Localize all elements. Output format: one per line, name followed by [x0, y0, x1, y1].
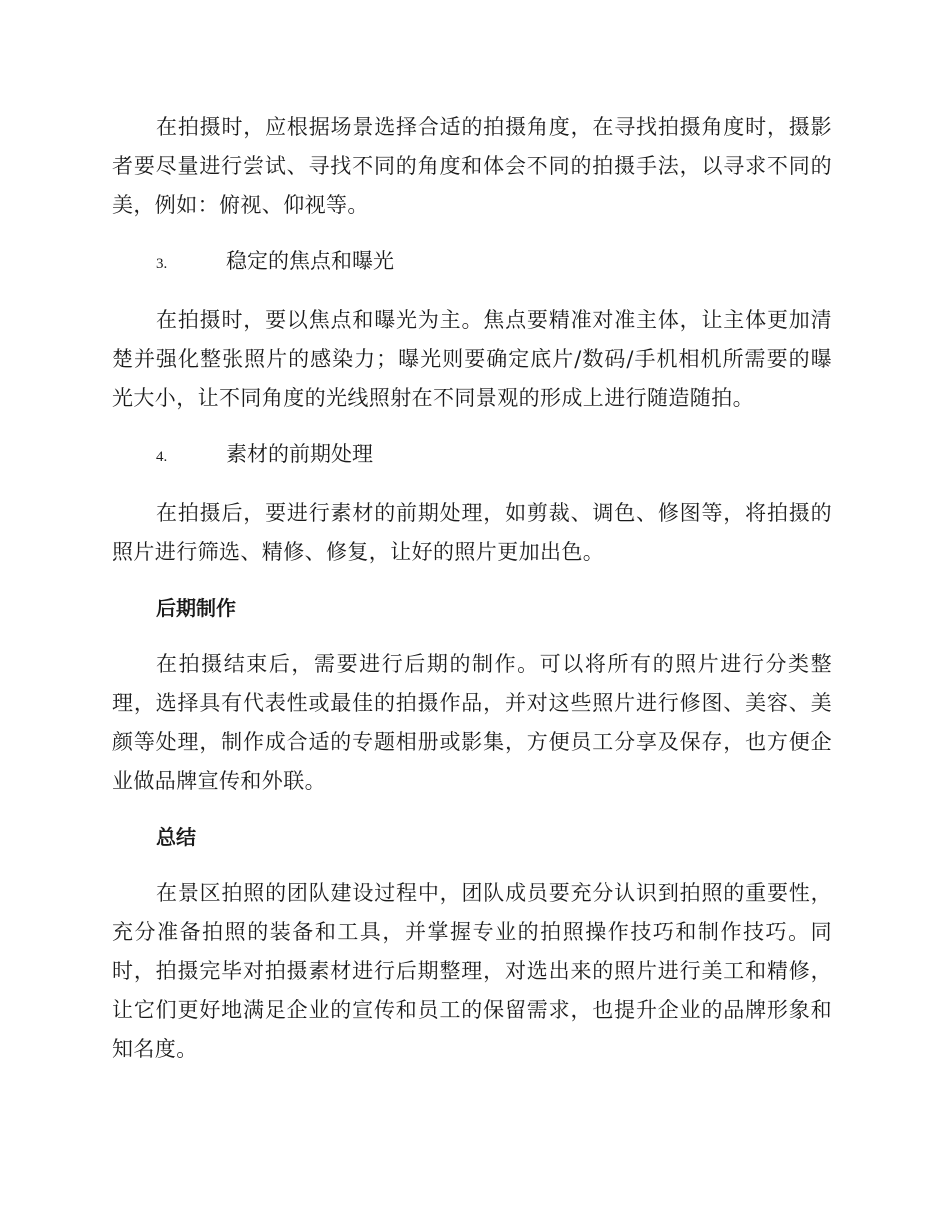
- paragraph-preprocessing: 在拍摄后，要进行素材的前期处理，如剪裁、调色、修图等，将拍摄的照片进行筛选、精修、修复，让好的照片更加出色。: [112, 501, 832, 564]
- section-heading-post-production: 后期制作: [156, 596, 236, 620]
- document-page: [112, 108, 832, 1086]
- list-item-title: 稳定的焦点和曝光: [226, 249, 394, 273]
- section-heading-summary: 总结: [156, 825, 196, 849]
- list-item-title: 素材的前期处理: [226, 442, 373, 466]
- list-item-focus-exposure: [112, 242, 832, 284]
- list-item-number: 3.: [156, 256, 168, 272]
- paragraph-shooting-angle: 在拍摄时，应根据场景选择合适的拍摄角度，在寻找拍摄角度时，摄影者要尽量进行尝试、寻找不同的角度和体会不同的拍摄手法，以寻求不同的美，例如：俯视、仰视等。: [112, 115, 832, 217]
- paragraph-summary: 在景区拍照的团队建设过程中，团队成员要充分认识到拍照的重要性，充分准备拍照的装备和工具，并掌握专业的拍照操作技巧和制作技巧。同时，拍摄完毕对拍摄素材进行后期整理，对选出来的照片进行美工和精修，让它们更好地满足企业的宣传和员工的保留需求，也提升企业的品牌形象和知名度。: [112, 881, 832, 1061]
- paragraph-post-production: 在拍摄结束后，需要进行后期的制作。可以将所有的照片进行分类整理，选择具有代表性或最佳的拍摄作品，并对这些照片进行修图、美容、美颜等处理，制作成合适的专题相册或影集，方便员工分享及保存，也方便企业做品牌宣传和外联。: [112, 652, 832, 793]
- list-item-number: 4.: [156, 449, 168, 465]
- paragraph-focus-exposure: 在拍摄时，要以焦点和曝光为主。焦点要精准对准主体，让主体更加清楚并强化整张照片的感染力；曝光则要确定底片/数码/手机相机所需要的曝光大小，让不同角度的光线照射在不同景观的形成上进行随造随拍。: [112, 308, 832, 410]
- list-item-preprocessing: [112, 435, 832, 477]
